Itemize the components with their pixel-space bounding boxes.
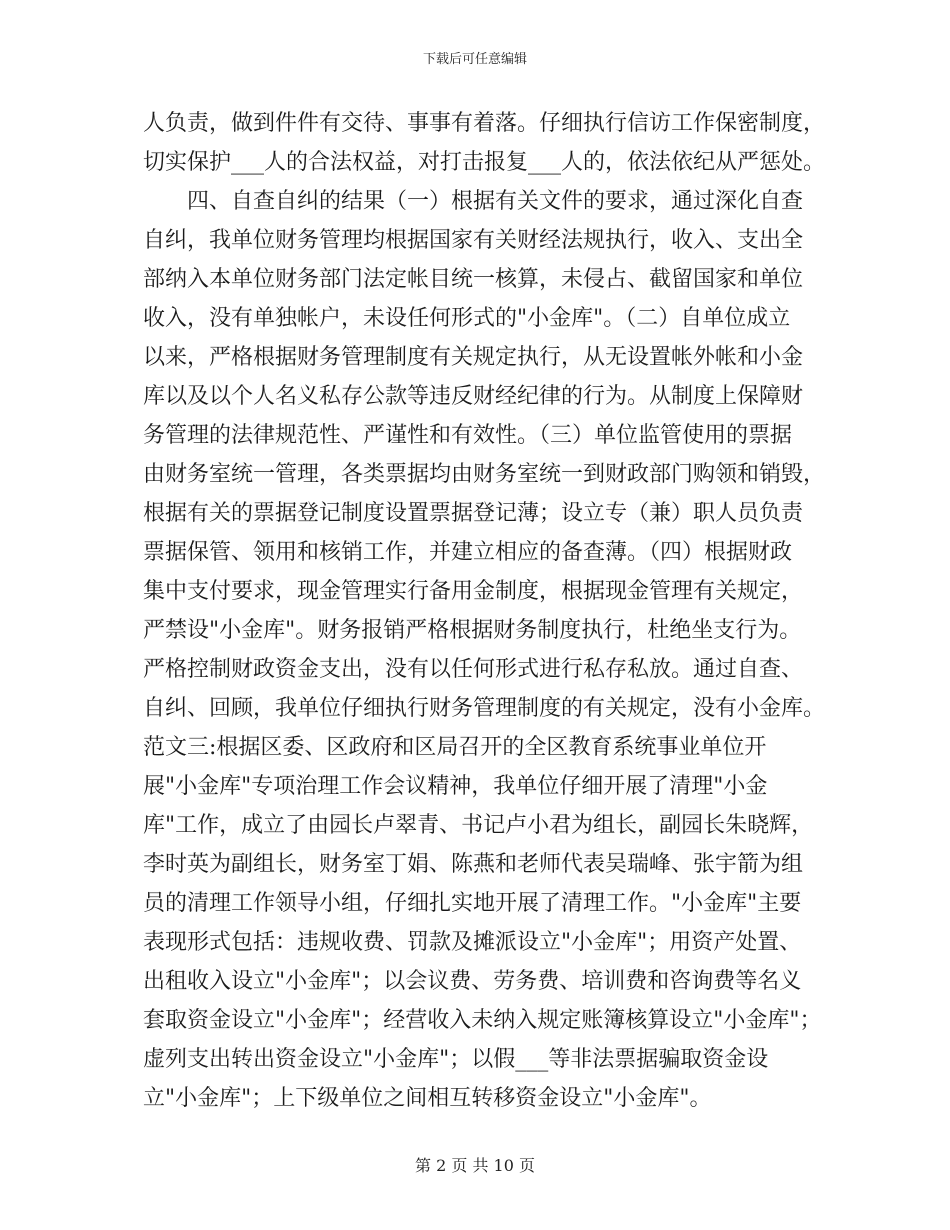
document-body [143, 104, 826, 1118]
text-line: 范文三:根据区委、区政府和区局召开的全区教育系统事业单位开 [143, 735, 767, 760]
text-line: 收入，没有单独帐户，未设任何形式的"小金库"。（二）自单位成立 [143, 306, 791, 331]
text-line: 务管理的法律规范性、严谨性和有效性。（三）单位监管使用的票据 [143, 423, 793, 448]
text-line: 部纳入本单位财务部门法定帐目统一核算，未侵占、截留国家和单位 [143, 267, 804, 292]
text-line: 虚列支出转出资金设立"小金库"；以假___等非法票据骗取资金设 [143, 1047, 769, 1072]
text-line: 李时英为副组长，财务室丁娟、陈燕和老师代表吴瑞峰、张宇箭为组 [143, 852, 804, 877]
text-line: 库以及以个人名义私存公款等违反财经纪律的行为。从制度上保障财 [143, 384, 804, 409]
text-line: 展"小金库"专项治理工作会议精神，我单位仔细开展了清理"小金 [143, 774, 768, 799]
text-line: 自纠、回顾，我单位仔细执行财务管理制度的有关规定，没有小金库。 [143, 696, 826, 721]
text-line: 由财务室统一管理，各类票据均由财务室统一到财政部门购领和销毁， [143, 462, 826, 487]
text-line: 表现形式包括：违规收费、罚款及摊派设立"小金库"；用资产处置、 [143, 930, 802, 955]
text-line: 员的清理工作领导小组，仔细扎实地开展了清理工作。"小金库"主要 [143, 891, 802, 916]
text-line: 严禁设"小金库"。财务报销严格根据财务制度执行，杜绝坐支行为。 [143, 618, 802, 643]
text-line: 人负责，做到件件有交待、事事有着落。仔细执行信访工作保密制度， [143, 111, 826, 136]
text-line: 套取资金设立"小金库"；经营收入未纳入规定账簿核算设立"小金库"； [143, 1008, 822, 1033]
text-line: 严格控制财政资金支出，没有以任何形式进行私存私放。通过自查、 [143, 657, 804, 682]
text-line: 集中支付要求，现金管理实行备用金制度，根据现金管理有关规定， [143, 579, 804, 604]
text-line: 以来，严格根据财务管理制度有关规定执行，从无设置帐外帐和小金 [143, 345, 804, 370]
text-line: 立"小金库"；上下级单位之间相互转移资金设立"小金库"。 [143, 1086, 712, 1111]
text-line: 库"工作，成立了由园长卢翠青、书记卢小君为组长，副园长朱晓辉， [143, 813, 814, 838]
page-header: 下载后可任意编辑 [422, 52, 527, 67]
text-line: 自纠，我单位财务管理均根据国家有关财经法规执行，收入、支出全 [143, 228, 804, 253]
text-line: 票据保管、领用和核销工作，并建立相应的备查薄。（四）根据财政 [143, 540, 793, 565]
text-line: 切实保护___人的合法权益，对打击报复___人的，依法依纪从严惩处。 [143, 150, 826, 175]
text-line: 四、自查自纠的结果（一）根据有关文件的要求，通过深化自查 [143, 189, 804, 214]
text-line: 出租收入设立"小金库"；以会议费、劳务费、培训费和咨询费等名义 [143, 969, 802, 994]
text-line: 根据有关的票据登记制度设置票据登记薄；设立专（兼）职人员负责 [143, 501, 804, 526]
page-footer: 第 2 页 共 10 页 [415, 1156, 535, 1175]
